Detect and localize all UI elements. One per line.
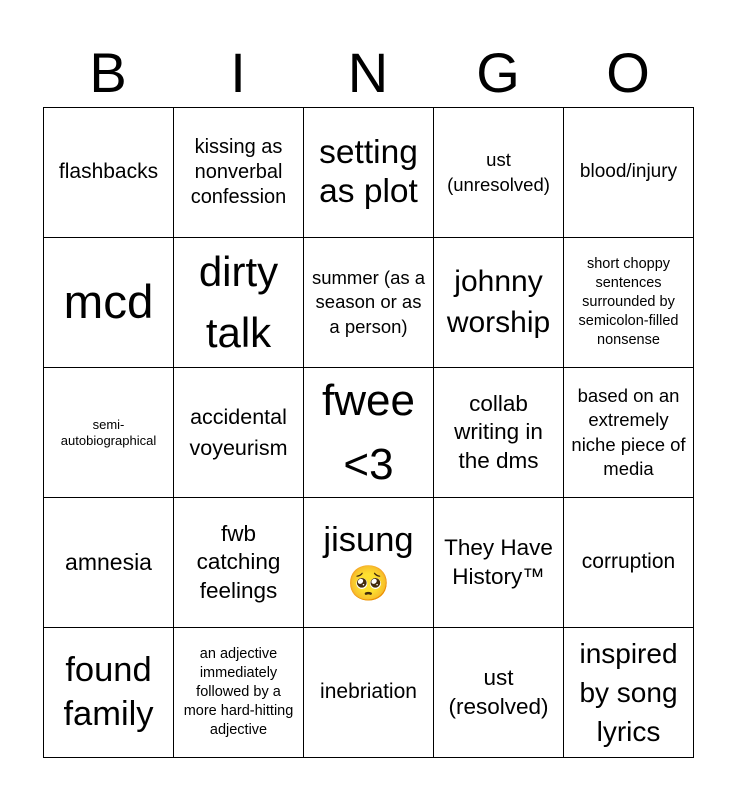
bingo-cell[interactable] [434,238,564,368]
bingo-cell[interactable] [304,368,434,498]
cell-text: semi-autobiographical [60,416,157,448]
bingo-cell[interactable] [174,628,304,758]
bingo-cell[interactable] [174,238,304,368]
cell-text: ust (resolved) [448,665,549,719]
bingo-cell[interactable] [434,108,564,238]
bingo-cell[interactable] [44,368,174,498]
bingo-cell[interactable] [44,238,174,368]
bingo-cell[interactable] [174,108,304,238]
bingo-cell[interactable] [44,628,174,758]
cell-text: flashbacks [58,160,159,184]
cell-text: accidental voyeurism [189,405,288,460]
header-letter-g: G [476,41,520,104]
bingo-cell[interactable] [434,498,564,628]
bingo-cell[interactable] [174,368,304,498]
cell-text: an adjective immediately followed by a more hard-hitting adjective [183,646,294,738]
header-letter-o: O [606,41,650,104]
header-letter-i: I [230,41,246,104]
cell-text: inspired by song lyrics [579,637,678,748]
header-letter-b: B [89,41,127,104]
bingo-cell[interactable] [304,108,434,238]
bingo-cell[interactable] [44,498,174,628]
cell-text: corruption [581,550,676,574]
cell-text: ust (unresolved) [447,149,550,195]
bingo-cell[interactable] [564,108,694,238]
bingo-board [43,107,694,758]
cell-text: They Have History™ [444,535,553,589]
cell-text: based on an extremely niche piece of media [571,385,686,479]
cell-text: collab writing in the dms [454,391,543,473]
cell-text: found family [63,651,154,733]
cell-text: mcd [63,275,154,329]
bingo-cell[interactable] [564,368,694,498]
header-letter-n: N [347,41,389,104]
bingo-cell[interactable] [304,628,434,758]
bingo-header [43,40,693,106]
bingo-cell[interactable] [564,238,694,368]
cell-text: dirty talk [198,247,279,356]
bingo-cell[interactable] [304,238,434,368]
cell-text: fwee <3 [322,375,415,489]
bingo-cell[interactable] [304,498,434,628]
bingo-cell[interactable] [434,628,564,758]
bingo-cell[interactable] [564,628,694,758]
cell-text: johnny worship [446,265,551,339]
cell-text: summer (as a season or as a person) [311,267,426,337]
bingo-cell[interactable] [434,368,564,498]
bingo-cell[interactable] [564,498,694,628]
cell-text: fwb catching feelings [196,521,281,603]
cell-text: short choppy sentences surrounded by semicolon-filled nonsense [578,256,679,348]
cell-text: setting as plot [319,133,418,210]
cell-text: kissing as nonverbal confession [190,136,287,208]
cell-text: jisung 🥺 [323,521,414,603]
bingo-cell[interactable] [44,108,174,238]
cell-text: blood/injury [579,161,678,183]
cell-text: inebriation [320,680,417,704]
cell-text: amnesia [65,548,152,575]
bingo-cell[interactable] [174,498,304,628]
